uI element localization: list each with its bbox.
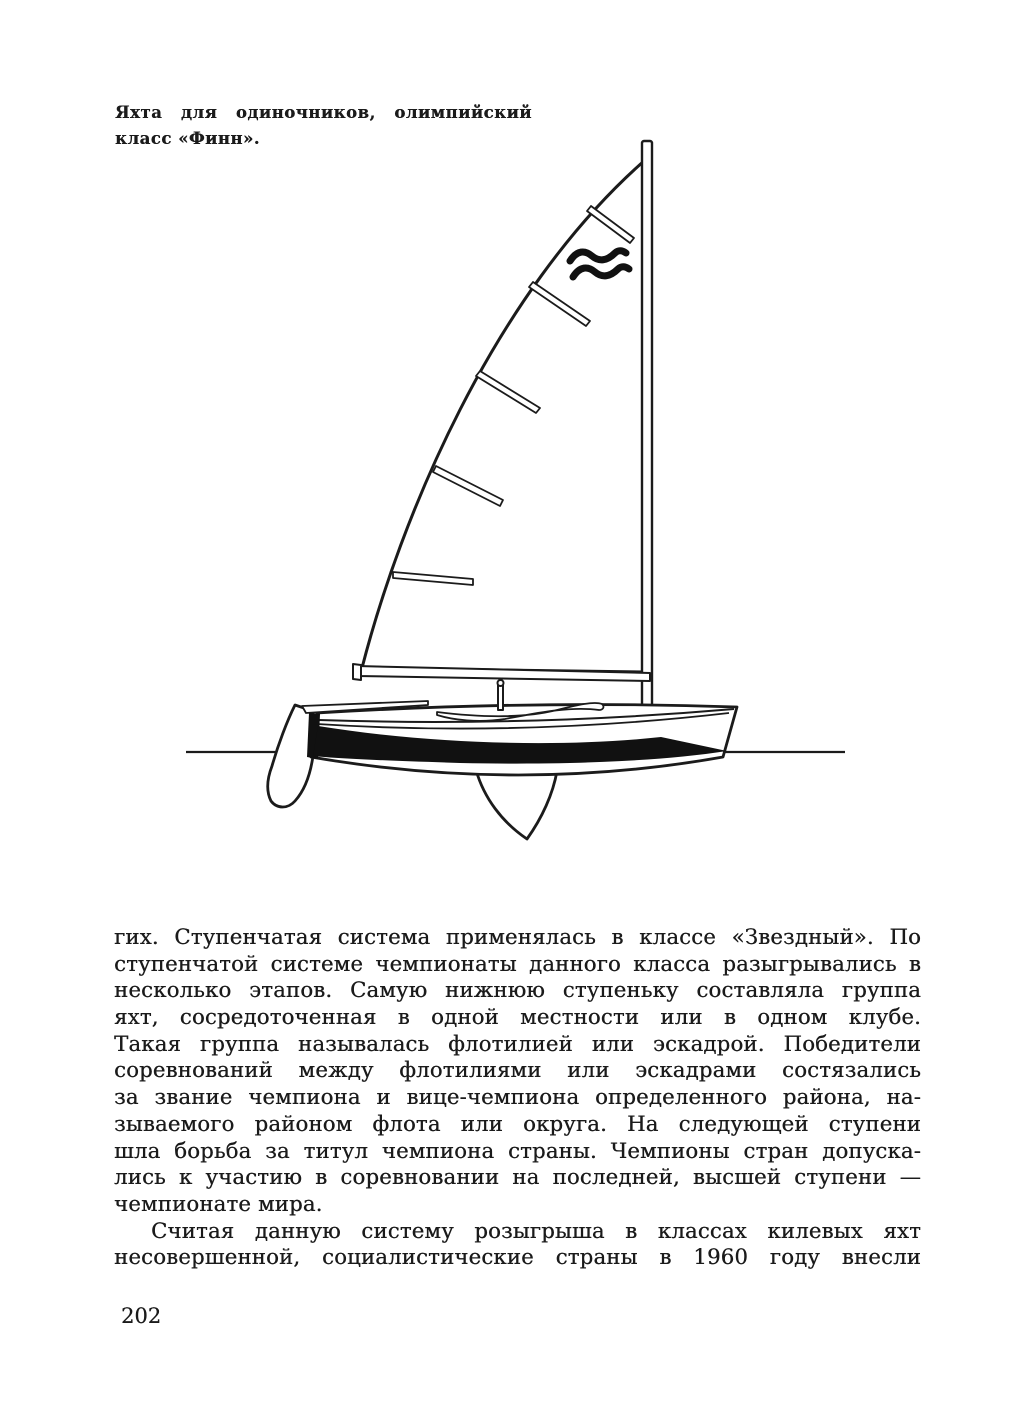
text-line: несколько этапов. Самую нижнюю ступеньку составляла группа <box>114 977 921 1003</box>
text-line: Считая данную систему розыгрыша в классах килевых яхт <box>151 1217 921 1243</box>
boom-end-cap <box>353 664 361 680</box>
text-line: шла борьба за титул чемпиона страны. Чемпионы стран допуска- <box>114 1137 921 1163</box>
mainsheet-post <box>498 680 504 710</box>
mainsail <box>362 161 644 672</box>
text-line: ступенчатой системе чемпионаты данного класса разыгрывались в <box>114 950 921 976</box>
centerboard <box>476 770 557 839</box>
text-line: Такая группа называлась флотилией или эскадрой. Победители <box>114 1030 921 1056</box>
text-line: чемпионате мира. <box>114 1190 323 1216</box>
caption-line-1: Яхта для одиночников, олимпийский <box>115 103 532 122</box>
page-number: 202 <box>121 1304 162 1328</box>
text-line: гих. Ступенчатая система применялась в классе «Звездный». По <box>114 924 921 949</box>
text-line: яхт, сосредоточенная в одной местности или в одном клубе. <box>114 1004 921 1030</box>
text-line: за звание чемпиона и вице-чемпиона определенного района, на- <box>114 1084 921 1110</box>
mast <box>642 141 652 711</box>
rudder <box>268 705 313 807</box>
text-line: лись к участию в соревновании на последней, высшей ступени — <box>114 1164 921 1190</box>
text-line: соревнований между флотилиями или эскадрами состязались <box>114 1057 921 1083</box>
body-text <box>114 924 921 1271</box>
text-line: несовершенной, социалистические страны в 1960 году внесли <box>114 1244 921 1270</box>
text-line: зываемого районом флота или округа. На следующей ступени <box>114 1110 921 1136</box>
caption-line-2: класс «Финн». <box>115 128 260 148</box>
